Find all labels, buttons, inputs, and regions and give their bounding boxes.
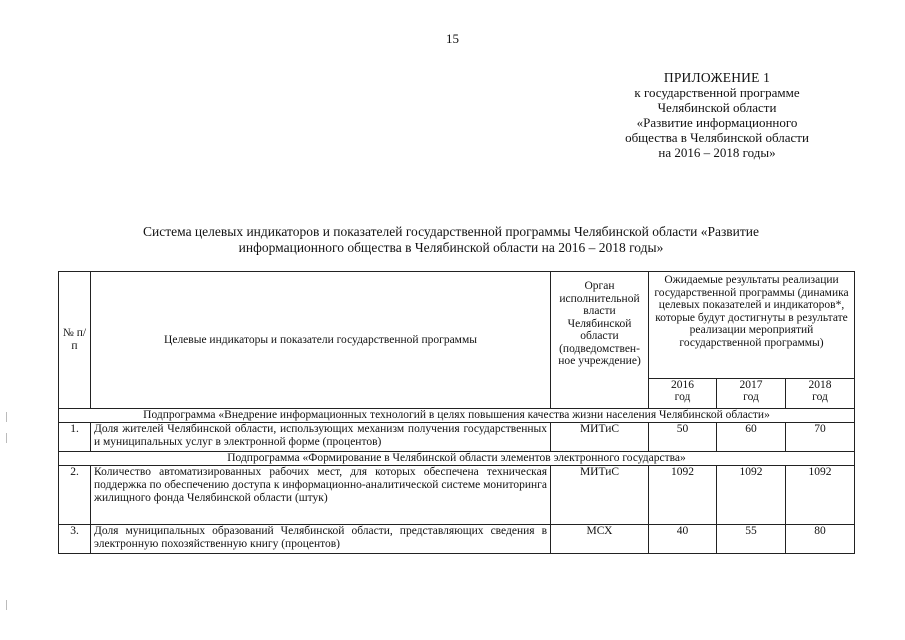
row-value-2017: 1092 (717, 466, 786, 525)
appendix-line: Челябинской области (657, 100, 777, 115)
subprogram-2-title: Подпрограмма «Формирование в Челябинской области элементов электронного государства» (59, 452, 855, 466)
subprogram-row (59, 409, 855, 423)
row-number: 2. (59, 466, 91, 525)
header-year-2016 (649, 379, 717, 409)
appendix-line: «Развитие информационного (636, 115, 798, 130)
row-value-2017: 60 (717, 423, 786, 452)
scan-margin-mark (6, 600, 7, 610)
appendix-line: к государственной программе (634, 85, 800, 100)
year-unit: год (743, 391, 759, 403)
document-title (90, 224, 812, 256)
year-value: 2016 (671, 379, 694, 391)
header-year-2018 (786, 379, 855, 409)
document-title-line: информационного общества в Челябинской области на 2016 – 2018 годы» (238, 240, 664, 255)
appendix-block (602, 70, 832, 160)
row-number: 1. (59, 423, 91, 452)
row-value-2016: 50 (649, 423, 717, 452)
header-organ: Орган исполнительной власти Челябинской области (подведомствен-ное учреждение) (551, 272, 649, 409)
row-organ: МИТиС (551, 466, 649, 525)
row-value-2016: 40 (649, 525, 717, 554)
row-value-2017: 55 (717, 525, 786, 554)
table-row (59, 525, 855, 554)
row-value-2016: 1092 (649, 466, 717, 525)
row-value-2018: 1092 (786, 466, 855, 525)
header-num: № п/п (59, 272, 91, 409)
row-number: 3. (59, 525, 91, 554)
scan-margin-mark (6, 412, 7, 422)
appendix-heading: ПРИЛОЖЕНИЕ 1 (663, 70, 771, 85)
header-expected-results: Ожидаемые результаты реализации государственной программы (динамика целевых показателей и индикаторов*, которые будут достигнуты в результате реализации мероприятий государственной программы) (649, 272, 855, 379)
year-unit: год (674, 391, 691, 403)
scan-margin-mark (6, 433, 7, 443)
year-value: 2017 (739, 379, 763, 391)
table-row (59, 466, 855, 525)
row-organ: МСХ (551, 525, 649, 554)
appendix-line: общества в Челябинской области (625, 130, 809, 145)
document-title-line: Система целевых индикаторов и показателей государственной программы Челябинской области «Развитие (143, 224, 759, 239)
year-unit: год (812, 391, 828, 403)
table-row (59, 423, 855, 452)
indicators-table (58, 271, 855, 554)
header-year-2017 (717, 379, 786, 409)
row-indicator: Доля муниципальных образований Челябинской области, представляющих сведения в электронную похозяйственную книгу (процентов) (91, 525, 551, 554)
header-indicators: Целевые индикаторы и показатели государственной программы (91, 272, 551, 409)
appendix-line: на 2016 – 2018 годы» (658, 145, 776, 160)
subprogram-1-title: Подпрограмма «Внедрение информационных технологий в целях повышения качества жизни населения Челябинской области» (59, 409, 855, 423)
header-row (59, 272, 855, 379)
row-indicator: Количество автоматизированных рабочих мест, для которых обеспечена техническая поддержка по обеспечению доступа к информационно-аналитической системе мониторинга жилищного фонда Челябинской области (штук) (91, 466, 551, 525)
row-indicator: Доля жителей Челябинской области, использующих механизм получения государственных и муниципальных услуг в электронной форме (процентов) (91, 423, 551, 452)
page-number: 15 (446, 31, 459, 46)
row-value-2018: 80 (786, 525, 855, 554)
row-organ: МИТиС (551, 423, 649, 452)
year-value: 2018 (808, 379, 832, 391)
subprogram-row (59, 452, 855, 466)
row-value-2018: 70 (786, 423, 855, 452)
